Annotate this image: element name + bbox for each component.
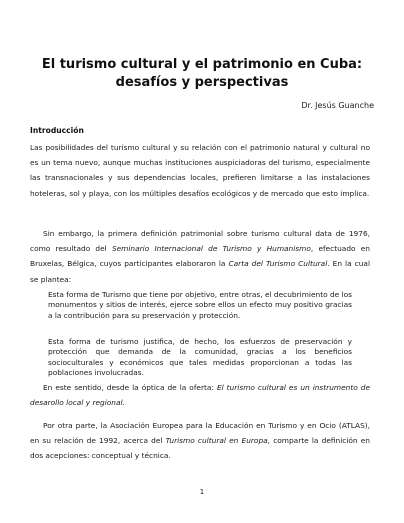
title-line-2: desafíos y perspectivas <box>115 75 289 90</box>
paragraph-2-italic-seminario: Seminario Internacional de Turismo y Humanismo <box>111 244 311 254</box>
paragraph-2-text-b: , efectuado en Bruxelas, Bélgica, cuyos participantes elaboraron la <box>30 244 370 269</box>
page-number: 1 <box>199 488 205 496</box>
paragraph-3-text-a: En este sentido, desde la óptica de la oferta: <box>43 383 217 392</box>
paragraph-1: Las posibilidades del turismo cultural y su relación con el patrimonio natural y cultural no es un tema nuevo, aunque muchas instituciones auspiciadoras del turismo, especialmente las transnacionales y sus dependencias locales, prefieren limitarse a las instalaciones hoteleras, sol y playa, con los múltiples desafíos ecológicos y de mercado que esto implica. <box>30 143 370 198</box>
paragraph-4-text-b: , comparte la definición en dos acepciones: conceptual y técnica. <box>30 436 370 461</box>
paragraph-4-text-a: Por otra parte, la Asociación Europea para la Educación en Turismo y en Ocio (ATLAS), en su relación de 1992, acerca del <box>30 421 370 446</box>
block-quote-2: Esta forma de turismo justifica, de hecho, los esfuerzos de preservación y protección que demanda de la comunidad, gracias a los beneficios socioculturales y económicos que tales medidas proporcionan a todas las poblaciones involucradas. <box>48 337 352 378</box>
block-quote-1: Esta forma de Turismo que tiene por objetivo, entre otras, el decubrimiento de los monumentos y sitios de interés, ejerce sobre ellos un efecto muy positivo gracias a la contribución para su preservación y protección. <box>48 290 352 320</box>
author-name: Dr. Jesús Guanche <box>301 101 374 110</box>
paragraph-4-italic: Turismo cultural en Europa <box>165 436 268 446</box>
document-title <box>30 56 374 92</box>
paragraph-2 <box>30 226 370 287</box>
paragraph-2-text-a: Sin embargo, la primera definición patrimonial sobre turismo cultural data de 1976, como resultado del <box>30 229 370 254</box>
paragraph-4 <box>30 418 370 464</box>
title-line-1: El turismo cultural y el patrimonio en Cuba: <box>41 57 363 72</box>
paragraph-3-italic: El turismo cultural es un instrumento de desarollo local y regional. <box>30 383 370 408</box>
paragraph-2-text-c: . En la cual se plantea: <box>30 259 370 284</box>
paragraph-3 <box>30 380 370 410</box>
paragraph-2-italic-carta: Carta del Turismo Cultural <box>228 259 328 269</box>
section-heading-introduccion: Introducción <box>30 126 84 135</box>
